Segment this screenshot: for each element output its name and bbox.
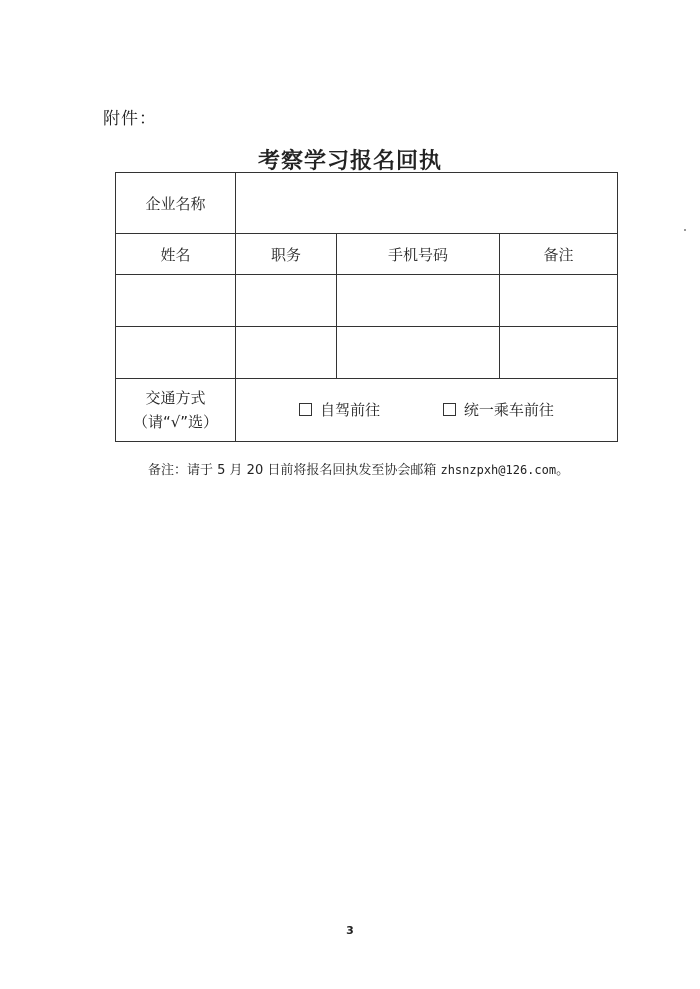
company-row [116,173,618,234]
phone-cell[interactable] [337,275,500,327]
name-cell[interactable] [116,327,236,379]
position-cell[interactable] [236,275,337,327]
self-drive-checkbox[interactable] [299,403,312,416]
transport-label-cell [116,379,236,442]
email-address: zhsnzpxh@126.com [440,463,557,477]
attachment-label: 附件： [103,109,157,129]
shared-bus-checkbox[interactable] [443,403,456,416]
position-cell[interactable] [236,327,337,379]
name-cell[interactable] [116,275,236,327]
remarks-cell[interactable] [500,327,618,379]
page-number: 3 [346,924,354,937]
form-title: 考察学习报名回执 [257,148,442,174]
column-header-phone: 手机号码 [337,234,500,275]
transport-options-cell [236,379,618,442]
scan-speck [684,229,686,231]
footnote-end: 。 [556,463,570,478]
transport-label: 交通方式 [145,389,206,407]
header-row [116,234,618,275]
remarks-cell[interactable] [500,275,618,327]
column-header-name: 姓名 [116,234,236,275]
company-name-label: 企业名称 [116,173,236,234]
company-name-field[interactable] [236,173,618,234]
registration-form-table [115,172,618,442]
self-drive-label: 自驾前往 [320,401,381,419]
self-drive-option[interactable] [299,398,380,422]
phone-cell[interactable] [337,327,500,379]
transport-instruction: （请“√”选） [132,413,219,431]
column-header-remarks: 备注 [500,234,618,275]
footnote-text: 备注：请于 5 月 20 日前将报名回执发至协会邮箱 [148,463,441,478]
column-header-position: 职务 [236,234,337,275]
shared-bus-option[interactable] [443,398,554,422]
table-row [116,327,618,379]
shared-bus-label: 统一乘车前往 [463,401,554,419]
transport-row [116,379,618,442]
footnote [148,459,569,478]
table-row [116,275,618,327]
